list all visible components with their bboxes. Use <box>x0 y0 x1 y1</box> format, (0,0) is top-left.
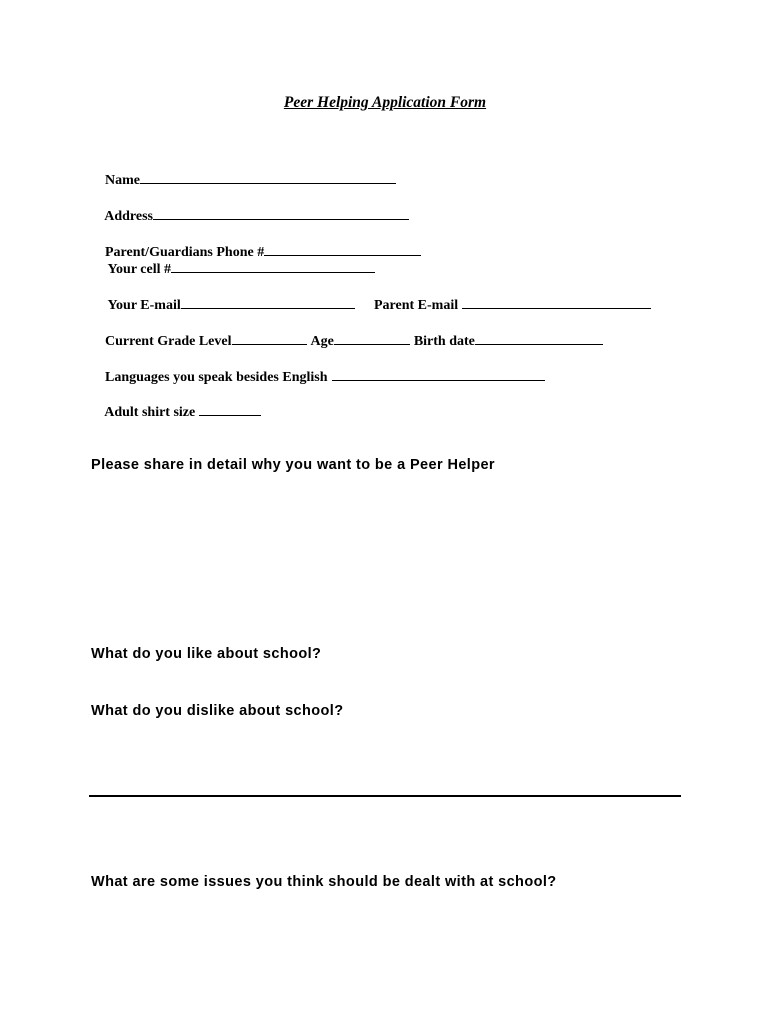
name-label: Name <box>105 173 140 188</box>
question-like-school: What do you like about school? <box>91 646 322 662</box>
form-title: Peer Helping Application Form <box>283 94 487 111</box>
parent-email-blank[interactable] <box>462 295 651 309</box>
cell-blank[interactable] <box>171 259 375 273</box>
age-blank[interactable] <box>334 331 410 345</box>
cell-label: Your cell # <box>107 262 171 277</box>
name-blank[interactable] <box>140 170 396 184</box>
shirt-size-label: Adult shirt size <box>104 405 196 420</box>
birth-date-label: Birth date <box>413 334 475 349</box>
languages-label: Languages you speak besides English <box>105 370 328 385</box>
answer-divider-line <box>89 795 681 797</box>
languages-blank[interactable] <box>332 367 545 381</box>
shirt-size-blank[interactable] <box>199 402 261 416</box>
birth-date-blank[interactable] <box>475 331 603 345</box>
address-label: Address <box>104 209 153 224</box>
shirt-size-field-row <box>91 385 261 438</box>
question-dislike-school: What do you dislike about school? <box>91 703 344 719</box>
email-label: Your E-mail <box>107 298 181 313</box>
grade-blank[interactable] <box>232 331 307 345</box>
email-blank[interactable] <box>181 295 355 309</box>
age-label: Age <box>310 334 334 349</box>
question-issues: What are some issues you think should be dealt with at school? <box>91 874 557 890</box>
address-blank[interactable] <box>153 206 409 220</box>
grade-label: Current Grade Level <box>105 334 232 349</box>
parent-email-label: Parent E-mail <box>374 298 459 313</box>
question-why-peer-helper: Please share in detail why you want to be a Peer Helper <box>91 457 495 473</box>
parent-phone-label: Parent/Guardians Phone # <box>105 245 265 260</box>
